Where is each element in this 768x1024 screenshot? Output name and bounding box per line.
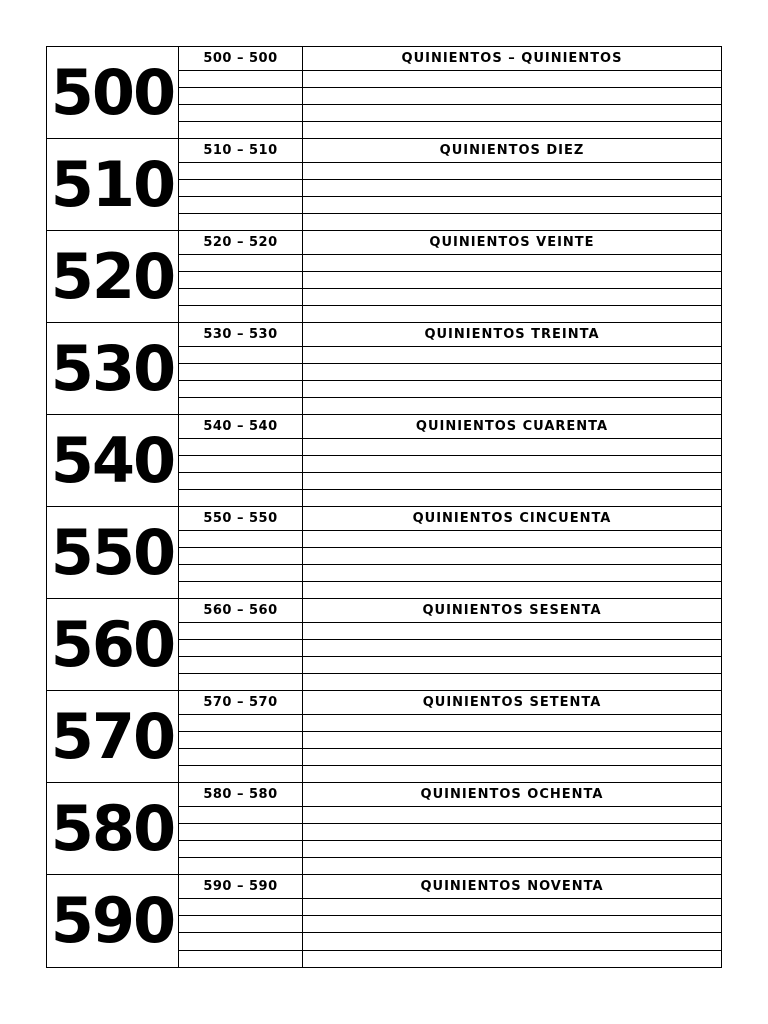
blank-writing-row — [179, 749, 721, 766]
writing-lines — [179, 691, 721, 782]
blank-writing-row — [179, 163, 721, 180]
big-number: 580 — [47, 783, 179, 874]
number-block — [47, 875, 721, 967]
words-blank — [303, 272, 721, 288]
words-blank — [303, 565, 721, 581]
writing-lines — [179, 875, 721, 967]
numeral-blank — [179, 180, 303, 196]
blank-writing-row — [179, 306, 721, 322]
header-row — [179, 783, 721, 807]
big-number: 520 — [47, 231, 179, 322]
numeral-blank — [179, 899, 303, 915]
words-blank — [303, 105, 721, 121]
number-words: QUINIENTOS OCHENTA — [420, 786, 604, 802]
numeral-blank — [179, 255, 303, 271]
numeral-blank — [179, 749, 303, 765]
words-blank — [303, 715, 721, 731]
number-words: QUINIENTOS SESENTA — [422, 602, 602, 618]
numeral-pair: 580 – 580 — [179, 783, 303, 806]
numeral-pair: 570 – 570 — [179, 691, 303, 714]
writing-lines — [179, 783, 721, 874]
blank-writing-row — [179, 180, 721, 197]
header-row — [179, 323, 721, 347]
writing-lines — [179, 415, 721, 506]
header-row — [179, 47, 721, 71]
big-number: 570 — [47, 691, 179, 782]
words-blank — [303, 858, 721, 874]
blank-writing-row — [179, 71, 721, 88]
big-number: 590 — [47, 875, 179, 967]
numeral-blank — [179, 163, 303, 179]
words-blank — [303, 824, 721, 840]
header-row — [179, 875, 721, 899]
numeral-blank — [179, 122, 303, 138]
words-blank — [303, 71, 721, 87]
words-blank — [303, 456, 721, 472]
numeral-blank — [179, 306, 303, 322]
number-block — [47, 323, 721, 415]
blank-writing-row — [179, 841, 721, 858]
words-blank — [303, 916, 721, 932]
words-blank — [303, 289, 721, 305]
number-words: QUINIENTOS SETENTA — [422, 694, 602, 710]
numeral-blank — [179, 490, 303, 506]
words-blank — [303, 214, 721, 230]
blank-writing-row — [179, 766, 721, 782]
words-blank — [303, 180, 721, 196]
numeral-blank — [179, 623, 303, 639]
blank-writing-row — [179, 807, 721, 824]
words-blank — [303, 657, 721, 673]
blank-writing-row — [179, 347, 721, 364]
number-words: QUINIENTOS VEINTE — [429, 234, 595, 250]
big-number: 500 — [47, 47, 179, 138]
header-row — [179, 139, 721, 163]
words-blank — [303, 306, 721, 322]
numeral-blank — [179, 640, 303, 656]
words-blank — [303, 951, 721, 967]
words-blank — [303, 88, 721, 104]
number-words: QUINIENTOS – QUINIENTOS — [401, 50, 623, 66]
blank-writing-row — [179, 105, 721, 122]
numeral-pair: 550 – 550 — [179, 507, 303, 530]
number-block — [47, 783, 721, 875]
numeral-blank — [179, 456, 303, 472]
numeral-blank — [179, 807, 303, 823]
number-block — [47, 139, 721, 231]
numeral-blank — [179, 531, 303, 547]
words-blank — [303, 841, 721, 857]
blank-writing-row — [179, 214, 721, 230]
blank-writing-row — [179, 289, 721, 306]
numeral-pair: 520 – 520 — [179, 231, 303, 254]
blank-writing-row — [179, 197, 721, 214]
numeral-blank — [179, 841, 303, 857]
number-block — [47, 47, 721, 139]
words-blank — [303, 933, 721, 949]
blank-writing-row — [179, 657, 721, 674]
blank-writing-row — [179, 531, 721, 548]
words-blank — [303, 899, 721, 915]
number-words: QUINIENTOS NOVENTA — [420, 878, 604, 894]
numeral-blank — [179, 88, 303, 104]
header-row — [179, 507, 721, 531]
numeral-blank — [179, 398, 303, 414]
blank-writing-row — [179, 272, 721, 289]
writing-lines — [179, 323, 721, 414]
header-row — [179, 415, 721, 439]
numeral-blank — [179, 289, 303, 305]
big-number: 540 — [47, 415, 179, 506]
numeral-pair: 590 – 590 — [179, 875, 303, 898]
blank-writing-row — [179, 548, 721, 565]
blank-writing-row — [179, 916, 721, 933]
blank-writing-row — [179, 933, 721, 950]
numeral-pair: 510 – 510 — [179, 139, 303, 162]
numeral-pair: 530 – 530 — [179, 323, 303, 346]
writing-lines — [179, 231, 721, 322]
words-blank — [303, 197, 721, 213]
words-blank — [303, 364, 721, 380]
number-words: QUINIENTOS DIEZ — [439, 142, 585, 158]
number-words: QUINIENTOS CINCUENTA — [412, 510, 612, 526]
numeral-pair: 540 – 540 — [179, 415, 303, 438]
words-blank — [303, 163, 721, 179]
numeral-blank — [179, 951, 303, 967]
numeral-blank — [179, 858, 303, 874]
numeral-blank — [179, 657, 303, 673]
words-blank — [303, 122, 721, 138]
blank-writing-row — [179, 623, 721, 640]
words-blank — [303, 490, 721, 506]
words-blank — [303, 548, 721, 564]
numeral-pair: 500 – 500 — [179, 47, 303, 70]
numeral-blank — [179, 197, 303, 213]
blank-writing-row — [179, 364, 721, 381]
numeral-blank — [179, 916, 303, 932]
blank-writing-row — [179, 824, 721, 841]
number-block — [47, 507, 721, 599]
words-blank — [303, 749, 721, 765]
numeral-blank — [179, 364, 303, 380]
number-block — [47, 415, 721, 507]
blank-writing-row — [179, 456, 721, 473]
numeral-blank — [179, 347, 303, 363]
words-blank — [303, 766, 721, 782]
blank-writing-row — [179, 674, 721, 690]
blank-writing-row — [179, 951, 721, 967]
numeral-blank — [179, 582, 303, 598]
numeral-blank — [179, 381, 303, 397]
number-words: QUINIENTOS CUARENTA — [415, 418, 609, 434]
blank-writing-row — [179, 732, 721, 749]
writing-lines — [179, 47, 721, 138]
blank-writing-row — [179, 565, 721, 582]
words-blank — [303, 473, 721, 489]
number-block — [47, 691, 721, 783]
writing-lines — [179, 507, 721, 598]
numeral-blank — [179, 732, 303, 748]
numeral-blank — [179, 933, 303, 949]
numeral-blank — [179, 766, 303, 782]
numeral-blank — [179, 548, 303, 564]
writing-lines — [179, 139, 721, 230]
words-blank — [303, 439, 721, 455]
blank-writing-row — [179, 490, 721, 506]
numeral-blank — [179, 272, 303, 288]
words-blank — [303, 807, 721, 823]
numeral-pair: 560 – 560 — [179, 599, 303, 622]
writing-lines — [179, 599, 721, 690]
header-row — [179, 691, 721, 715]
words-blank — [303, 531, 721, 547]
words-blank — [303, 255, 721, 271]
number-block — [47, 231, 721, 323]
words-blank — [303, 398, 721, 414]
numeral-blank — [179, 71, 303, 87]
numeral-blank — [179, 674, 303, 690]
numeral-blank — [179, 105, 303, 121]
blank-writing-row — [179, 439, 721, 456]
blank-writing-row — [179, 858, 721, 874]
worksheet-table — [46, 46, 722, 968]
big-number: 550 — [47, 507, 179, 598]
header-row — [179, 599, 721, 623]
blank-writing-row — [179, 381, 721, 398]
words-blank — [303, 582, 721, 598]
numeral-blank — [179, 214, 303, 230]
numeral-blank — [179, 824, 303, 840]
words-blank — [303, 674, 721, 690]
header-row — [179, 231, 721, 255]
words-blank — [303, 347, 721, 363]
words-blank — [303, 732, 721, 748]
big-number: 510 — [47, 139, 179, 230]
blank-writing-row — [179, 122, 721, 138]
number-words: QUINIENTOS TREINTA — [424, 326, 600, 342]
blank-writing-row — [179, 473, 721, 490]
blank-writing-row — [179, 582, 721, 598]
numeral-blank — [179, 715, 303, 731]
numeral-blank — [179, 565, 303, 581]
blank-writing-row — [179, 640, 721, 657]
numeral-blank — [179, 473, 303, 489]
blank-writing-row — [179, 715, 721, 732]
words-blank — [303, 381, 721, 397]
number-block — [47, 599, 721, 691]
big-number: 560 — [47, 599, 179, 690]
words-blank — [303, 640, 721, 656]
blank-writing-row — [179, 88, 721, 105]
blank-writing-row — [179, 255, 721, 272]
blank-writing-row — [179, 899, 721, 916]
blank-writing-row — [179, 398, 721, 414]
big-number: 530 — [47, 323, 179, 414]
numeral-blank — [179, 439, 303, 455]
words-blank — [303, 623, 721, 639]
